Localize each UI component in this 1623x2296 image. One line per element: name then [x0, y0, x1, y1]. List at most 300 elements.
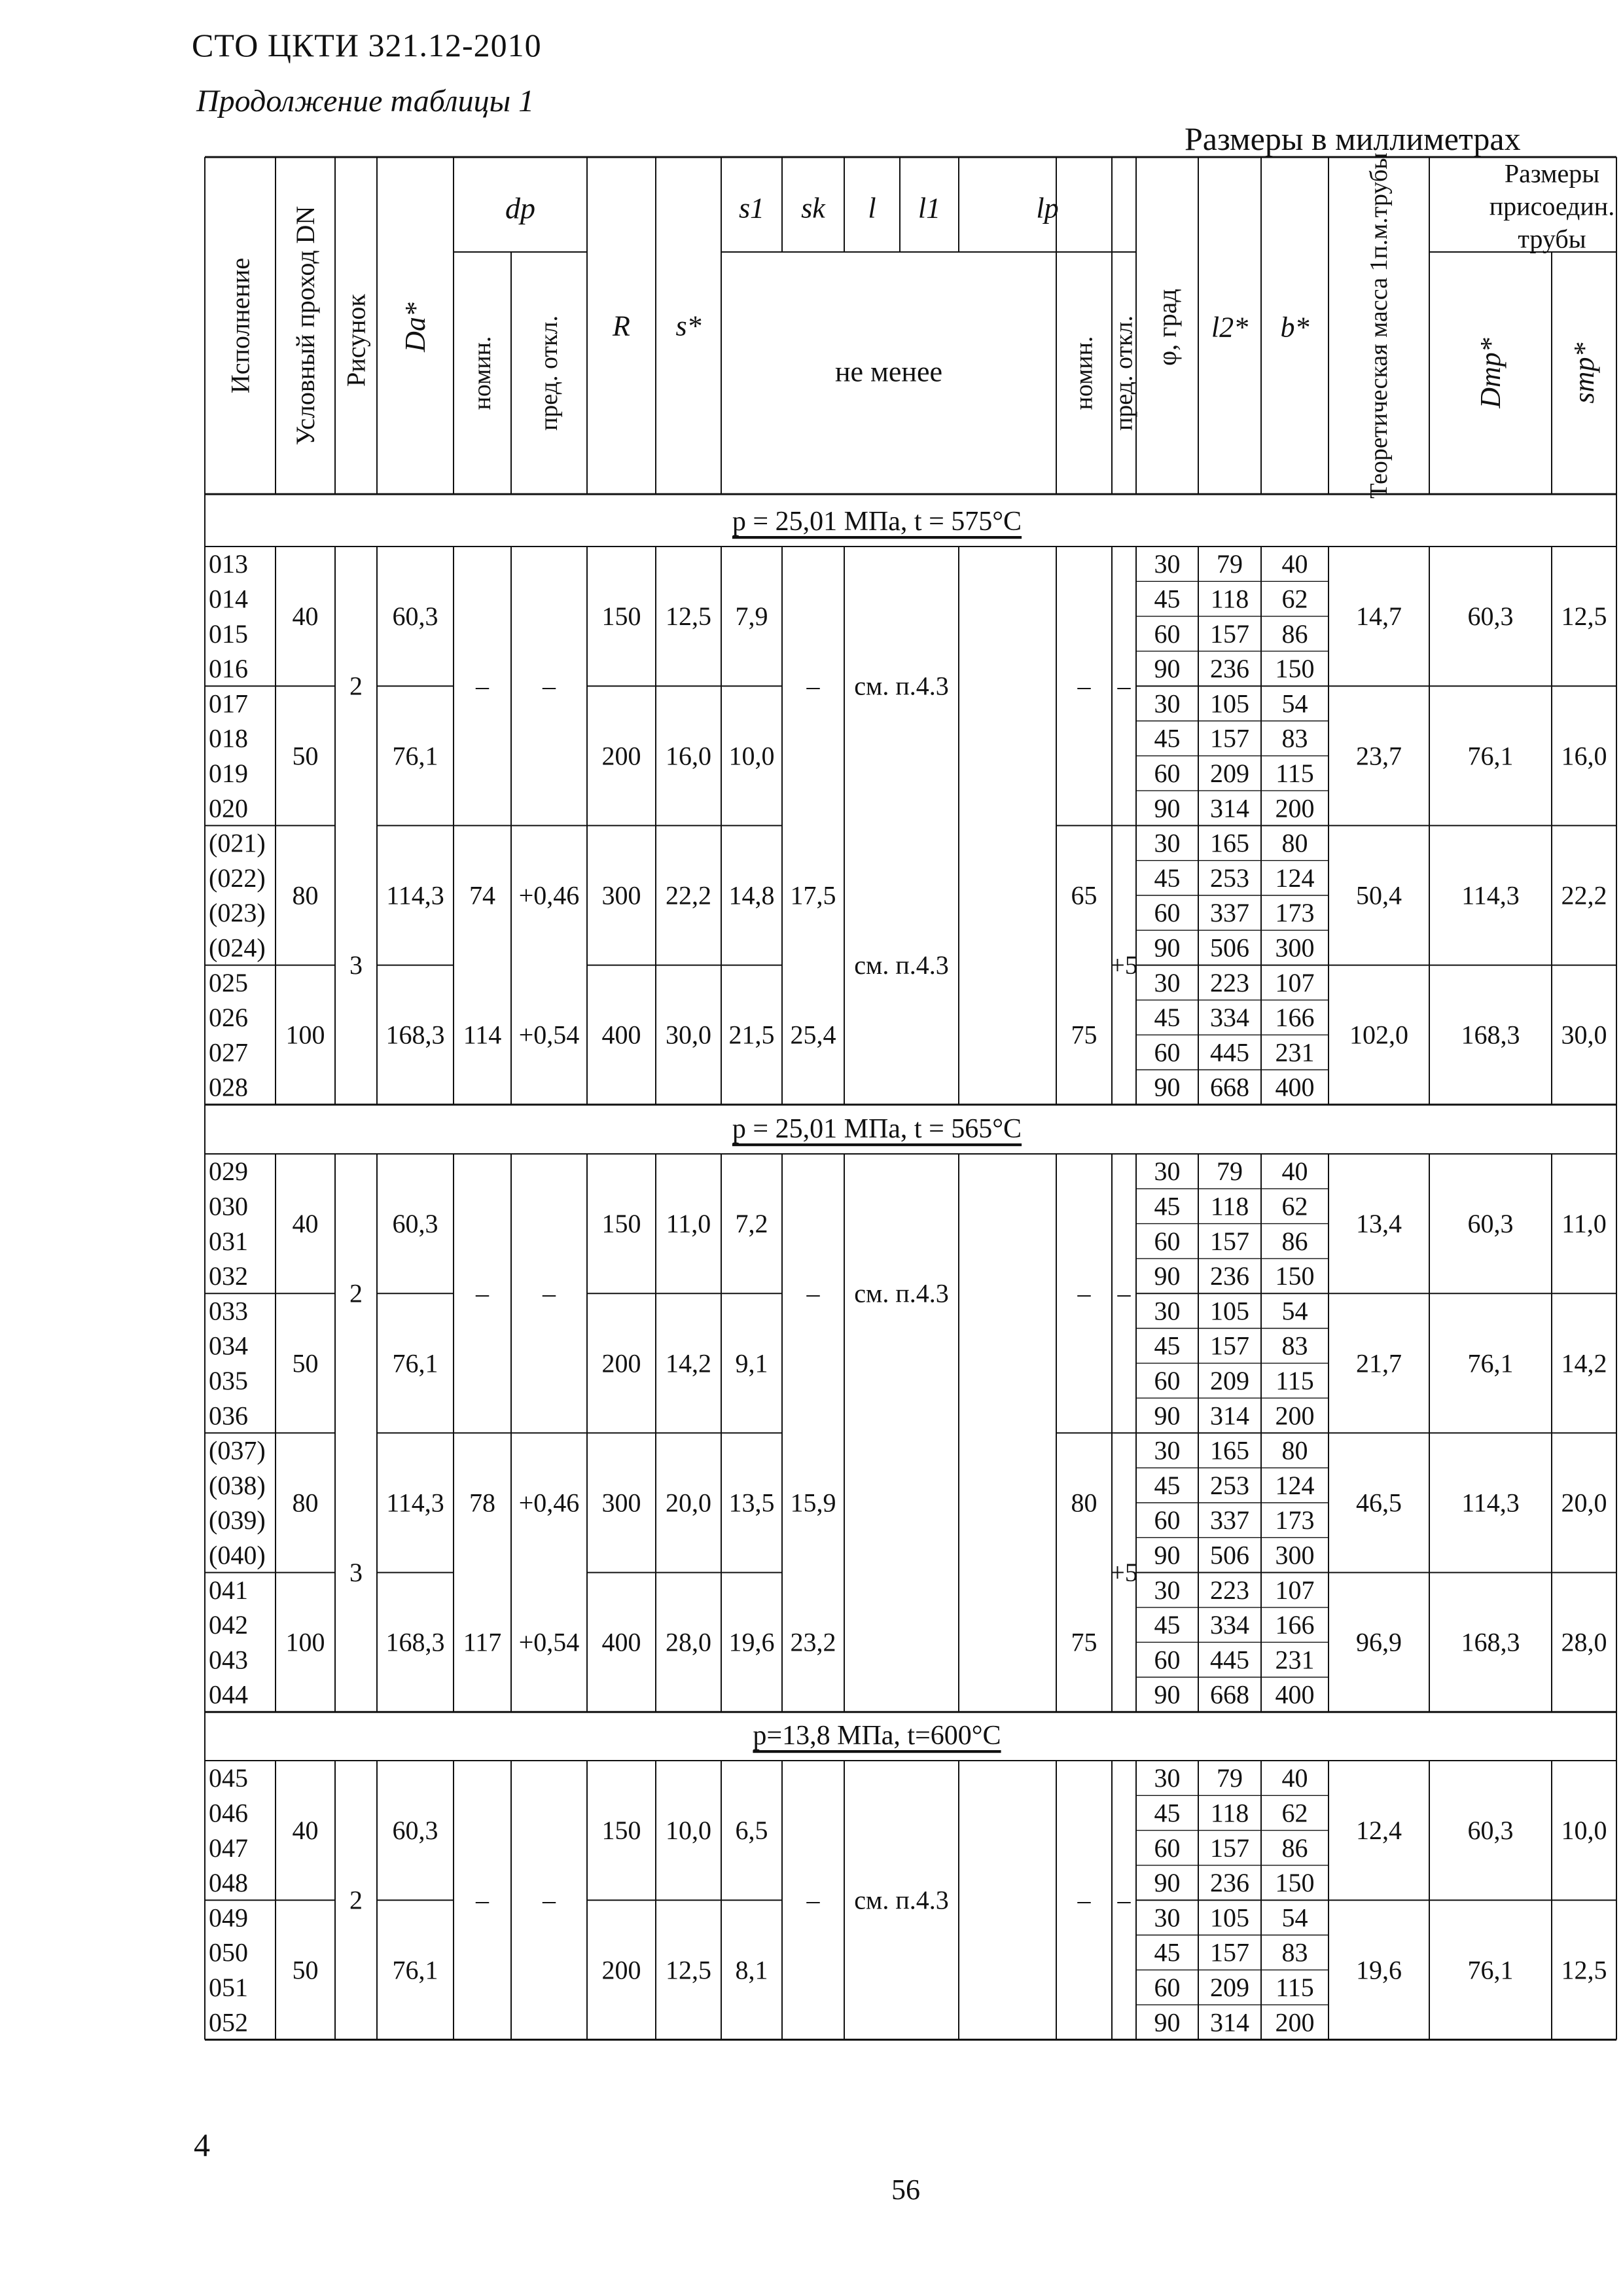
- cell-r: 150: [601, 1816, 641, 1846]
- row-execution: 044: [209, 1679, 248, 1710]
- cell-figure: 2: [349, 1885, 363, 1915]
- cell-b: 150: [1275, 654, 1315, 684]
- cell-s: 11,0: [666, 1209, 711, 1239]
- cell-l: см. п.4.3: [854, 1885, 949, 1915]
- cell-b: 83: [1281, 1331, 1308, 1361]
- cell-stp: 16,0: [1561, 741, 1607, 771]
- col-header-s1: s1: [738, 192, 765, 224]
- cell-phi: 60: [1154, 1645, 1181, 1675]
- cell-sk: 25,4: [790, 1020, 836, 1050]
- row-execution: 015: [209, 619, 248, 649]
- col-header-b: b*: [1280, 311, 1310, 344]
- row-execution: 051: [209, 1972, 248, 2002]
- document-code: СТО ЦКТИ 321.12-2010: [192, 27, 542, 63]
- cell-l2: 118: [1210, 1191, 1249, 1221]
- col-header-pipe: присоедин.: [1489, 191, 1615, 221]
- cell-lp-nominal: –: [1077, 1885, 1091, 1915]
- cell-phi: 45: [1154, 1470, 1181, 1500]
- row-execution: 046: [209, 1798, 248, 1828]
- cell-mass: 96,9: [1356, 1627, 1402, 1657]
- cell-l2: 157: [1210, 1937, 1249, 1967]
- cell-lp-nominal: 80: [1071, 1488, 1097, 1518]
- cell-l2: 165: [1210, 1435, 1249, 1465]
- row-execution: (039): [209, 1505, 266, 1535]
- cell-phi: 90: [1154, 1679, 1181, 1710]
- cell-dn: 100: [285, 1020, 325, 1050]
- row-execution: 019: [209, 758, 248, 788]
- cell-s1: 9,1: [735, 1348, 768, 1378]
- cell-b: 300: [1275, 933, 1315, 963]
- cell-phi: 60: [1154, 758, 1181, 788]
- row-execution: 025: [209, 967, 248, 997]
- cell-l2: 668: [1210, 1679, 1249, 1710]
- cell-phi: 90: [1154, 1540, 1181, 1570]
- cell-sk: 23,2: [790, 1627, 836, 1657]
- cell-phi: 60: [1154, 1226, 1181, 1256]
- cell-stp: 28,0: [1561, 1627, 1607, 1657]
- cell-phi: 45: [1154, 1798, 1181, 1828]
- cell-dn: 40: [292, 1816, 319, 1846]
- cell-lp-deviation: +5: [1110, 1558, 1138, 1588]
- cell-figure: 2: [349, 671, 363, 701]
- cell-phi: 45: [1154, 584, 1181, 614]
- cell-da: 114,3: [386, 880, 444, 910]
- cell-dp-deviation: +0,54: [518, 1627, 580, 1657]
- cell-phi: 90: [1154, 933, 1181, 963]
- cell-b: 107: [1275, 1575, 1315, 1605]
- cell-phi: 60: [1154, 1365, 1181, 1395]
- cell-r: 150: [601, 1209, 641, 1239]
- cell-b: 40: [1281, 1157, 1308, 1187]
- col-header-pipe: Размеры: [1504, 158, 1600, 188]
- cell-stp: 30,0: [1561, 1020, 1607, 1050]
- cell-da: 60,3: [392, 601, 438, 632]
- cell-dn: 40: [292, 601, 319, 632]
- cell-phi: 60: [1154, 1833, 1181, 1863]
- col-header-dn: Условный проход DN: [291, 206, 320, 446]
- col-header-r: R: [613, 310, 630, 342]
- cell-phi: 60: [1154, 619, 1181, 649]
- cell-b: 86: [1281, 619, 1308, 649]
- cell-dp-deviation: +0,46: [518, 1488, 580, 1518]
- cell-l2: 209: [1210, 758, 1249, 788]
- cell-sk: 15,9: [790, 1488, 836, 1518]
- cell-phi: 90: [1154, 793, 1181, 823]
- cell-r: 300: [601, 880, 641, 910]
- cell-l2: 209: [1210, 1365, 1249, 1395]
- col-header-lp-nominal: номин.: [1070, 336, 1098, 410]
- col-header-da: Da*: [399, 302, 431, 352]
- cell-phi: 30: [1154, 828, 1181, 858]
- cell-b: 80: [1281, 828, 1308, 858]
- cell-lp-nominal: –: [1077, 1278, 1091, 1308]
- cell-da: 76,1: [392, 1348, 438, 1378]
- cell-phi: 30: [1154, 1157, 1181, 1187]
- cell-dp-deviation: –: [543, 671, 556, 701]
- row-execution: 032: [209, 1261, 248, 1291]
- cell-dn: 100: [285, 1627, 325, 1657]
- cell-phi: 30: [1154, 1435, 1181, 1465]
- col-header-mass: Теоретическая масса 1п.м.трубы: [1365, 152, 1393, 499]
- row-execution: 033: [209, 1296, 248, 1326]
- cell-phi: 45: [1154, 723, 1181, 753]
- row-execution: 052: [209, 2007, 248, 2037]
- cell-l2: 314: [1210, 1401, 1249, 1431]
- cell-r: 400: [601, 1627, 641, 1657]
- cell-dn: 40: [292, 1209, 319, 1239]
- col-header-l: l: [868, 192, 876, 224]
- row-execution: 048: [209, 1868, 248, 1898]
- cell-phi: 90: [1154, 1072, 1181, 1102]
- cell-dtp: 76,1: [1467, 741, 1514, 771]
- cell-b: 231: [1275, 1037, 1315, 1067]
- cell-mass: 23,7: [1356, 741, 1402, 771]
- cell-r: 200: [601, 1955, 641, 1985]
- cell-l2: 445: [1210, 1645, 1249, 1675]
- cell-b: 124: [1275, 863, 1315, 893]
- cell-dp-nominal: 114: [463, 1020, 502, 1050]
- row-execution: (022): [209, 863, 266, 893]
- cell-b: 40: [1281, 549, 1308, 579]
- cell-da: 114,3: [386, 1488, 444, 1518]
- cell-s: 20,0: [666, 1488, 711, 1518]
- page-number-left: 4: [194, 2126, 210, 2163]
- cell-l2: 157: [1210, 723, 1249, 753]
- cell-l2: 209: [1210, 1972, 1249, 2002]
- cell-stp: 12,5: [1561, 1955, 1607, 1985]
- cell-l2: 236: [1210, 1868, 1249, 1898]
- cell-b: 115: [1275, 1972, 1314, 2002]
- cell-l2: 236: [1210, 1261, 1249, 1291]
- row-execution: 030: [209, 1191, 248, 1221]
- cell-b: 86: [1281, 1226, 1308, 1256]
- cell-phi: 60: [1154, 1037, 1181, 1067]
- cell-l2: 157: [1210, 1226, 1249, 1256]
- cell-b: 62: [1281, 584, 1308, 614]
- row-execution: 029: [209, 1157, 248, 1187]
- cell-phi: 45: [1154, 1331, 1181, 1361]
- cell-dp-nominal: –: [476, 1278, 489, 1308]
- row-execution: 026: [209, 1003, 248, 1033]
- cell-stp: 20,0: [1561, 1488, 1607, 1518]
- cell-s: 28,0: [666, 1627, 711, 1657]
- cell-l: см. п.4.3: [854, 950, 949, 980]
- cell-b: 200: [1275, 1401, 1315, 1431]
- cell-phi: 45: [1154, 1610, 1181, 1640]
- cell-l: см. п.4.3: [854, 1278, 949, 1308]
- row-execution: 020: [209, 793, 248, 823]
- table-continuation-title: Продолжение таблицы 1: [196, 84, 535, 118]
- cell-mass: 21,7: [1356, 1348, 1402, 1378]
- row-execution: 042: [209, 1610, 248, 1640]
- cell-b: 173: [1275, 898, 1315, 928]
- cell-dtp: 60,3: [1467, 1209, 1514, 1239]
- row-execution: (023): [209, 898, 266, 928]
- cell-da: 168,3: [385, 1020, 445, 1050]
- cell-mass: 12,4: [1356, 1816, 1402, 1846]
- cell-dtp: 168,3: [1461, 1020, 1520, 1050]
- cell-b: 115: [1275, 758, 1314, 788]
- cell-b: 62: [1281, 1798, 1308, 1828]
- section-title: p = 25,01 МПа, t = 565°С: [732, 1114, 1022, 1144]
- cell-l2: 314: [1210, 793, 1249, 823]
- cell-mass: 102,0: [1349, 1020, 1408, 1050]
- cell-phi: 45: [1154, 1191, 1181, 1221]
- row-execution: 034: [209, 1331, 248, 1361]
- col-header-execution: Исполнение: [225, 257, 255, 394]
- section-title: p = 25,01 МПа, t = 575°С: [732, 507, 1022, 537]
- cell-dp-nominal: 117: [463, 1627, 502, 1657]
- row-execution: 049: [209, 1903, 248, 1933]
- cell-phi: 60: [1154, 1972, 1181, 2002]
- col-header-l2: l2*: [1211, 311, 1249, 344]
- cell-b: 150: [1275, 1868, 1315, 1898]
- row-execution: 018: [209, 723, 248, 753]
- cell-s1: 13,5: [728, 1488, 775, 1518]
- cell-l2: 253: [1210, 863, 1249, 893]
- cell-phi: 45: [1154, 1937, 1181, 1967]
- row-execution: (038): [209, 1470, 266, 1500]
- row-execution: 041: [209, 1575, 248, 1605]
- cell-stp: 10,0: [1561, 1816, 1607, 1846]
- cell-phi: 90: [1154, 654, 1181, 684]
- row-execution: 050: [209, 1937, 248, 1967]
- cell-b: 150: [1275, 1261, 1315, 1291]
- cell-dtp: 60,3: [1467, 1816, 1514, 1846]
- cell-dp-deviation: –: [543, 1278, 556, 1308]
- cell-da: 168,3: [385, 1627, 445, 1657]
- cell-dn: 80: [292, 1488, 319, 1518]
- cell-l2: 105: [1210, 1296, 1249, 1326]
- cell-mass: 46,5: [1356, 1488, 1402, 1518]
- cell-sk: –: [806, 1278, 820, 1308]
- page-number-center: 56: [891, 2174, 920, 2206]
- cell-l2: 337: [1210, 898, 1249, 928]
- cell-l2: 334: [1210, 1003, 1249, 1033]
- cell-l2: 79: [1217, 1157, 1243, 1187]
- cell-r: 400: [601, 1020, 641, 1050]
- cell-b: 124: [1275, 1470, 1315, 1500]
- cell-s1: 10,0: [728, 741, 775, 771]
- cell-b: 115: [1275, 1365, 1314, 1395]
- cell-phi: 90: [1154, 1868, 1181, 1898]
- cell-lp-nominal: –: [1077, 671, 1091, 701]
- cell-dp-deviation: +0,46: [518, 880, 580, 910]
- row-execution: 047: [209, 1833, 248, 1863]
- cell-l2: 157: [1210, 1833, 1249, 1863]
- cell-s1: 7,9: [735, 601, 768, 632]
- cell-da: 60,3: [392, 1209, 438, 1239]
- cell-b: 80: [1281, 1435, 1308, 1465]
- cell-da: 60,3: [392, 1816, 438, 1846]
- row-execution: (040): [209, 1540, 266, 1570]
- row-execution: 028: [209, 1072, 248, 1102]
- col-header-dtp: Dтр*: [1474, 338, 1507, 408]
- col-header-lp-deviation: пред. откл.: [1110, 315, 1138, 431]
- cell-l2: 118: [1210, 1798, 1249, 1828]
- cell-b: 400: [1275, 1072, 1315, 1102]
- col-header-dp-deviation: пред. откл.: [535, 315, 563, 431]
- cell-dp-nominal: 78: [469, 1488, 495, 1518]
- cell-dtp: 114,3: [1461, 1488, 1520, 1518]
- cell-b: 40: [1281, 1763, 1308, 1793]
- cell-phi: 90: [1154, 2007, 1181, 2037]
- row-execution: 031: [209, 1226, 248, 1256]
- col-header-dp: dp: [505, 191, 535, 225]
- cell-phi: 60: [1154, 1505, 1181, 1535]
- cell-dp-deviation: –: [543, 1885, 556, 1915]
- cell-l2: 506: [1210, 933, 1249, 963]
- cell-figure: 3: [349, 950, 363, 980]
- cell-dn: 50: [292, 1955, 319, 1985]
- row-execution: (037): [209, 1435, 266, 1465]
- cell-b: 62: [1281, 1191, 1308, 1221]
- row-execution: 043: [209, 1645, 248, 1675]
- cell-s1: 8,1: [735, 1955, 768, 1985]
- cell-l2: 506: [1210, 1540, 1249, 1570]
- col-header-figure: Рисунок: [341, 294, 371, 387]
- col-header-s: s*: [675, 310, 702, 342]
- cell-l2: 253: [1210, 1470, 1249, 1500]
- cell-b: 107: [1275, 967, 1315, 997]
- row-execution: 014: [209, 584, 248, 614]
- cell-mass: 50,4: [1356, 880, 1402, 910]
- section-title: p=13,8 МПа, t=600°С: [753, 1721, 1001, 1751]
- cell-s1: 14,8: [728, 880, 775, 910]
- cell-stp: 11,0: [1561, 1209, 1607, 1239]
- cell-dp-nominal: –: [476, 1885, 489, 1915]
- cell-phi: 45: [1154, 863, 1181, 893]
- row-execution: 027: [209, 1037, 248, 1067]
- cell-l2: 236: [1210, 654, 1249, 684]
- cell-b: 200: [1275, 2007, 1315, 2037]
- cell-s1: 6,5: [735, 1816, 768, 1846]
- col-header-sk: sk: [801, 192, 825, 224]
- cell-sk: 17,5: [790, 880, 836, 910]
- cell-s: 16,0: [666, 741, 711, 771]
- cell-phi: 30: [1154, 967, 1181, 997]
- cell-lp-deviation: –: [1117, 1278, 1131, 1308]
- row-execution: 013: [209, 549, 248, 579]
- cell-s1: 19,6: [728, 1627, 775, 1657]
- col-header-dp-nominal: номин.: [469, 336, 496, 410]
- cell-s: 10,0: [666, 1816, 711, 1846]
- cell-figure: 2: [349, 1278, 363, 1308]
- cell-phi: 30: [1154, 689, 1181, 719]
- cell-dtp: 60,3: [1467, 601, 1514, 632]
- cell-stp: 22,2: [1561, 880, 1607, 910]
- cell-dn: 50: [292, 741, 319, 771]
- cell-phi: 30: [1154, 1575, 1181, 1605]
- cell-l2: 105: [1210, 1903, 1249, 1933]
- cell-b: 300: [1275, 1540, 1315, 1570]
- cell-lp-nominal: 65: [1071, 880, 1097, 910]
- cell-dn: 80: [292, 880, 319, 910]
- cell-phi: 45: [1154, 1003, 1181, 1033]
- cell-b: 83: [1281, 723, 1308, 753]
- cell-b: 231: [1275, 1645, 1315, 1675]
- cell-da: 76,1: [392, 741, 438, 771]
- cell-l2: 337: [1210, 1505, 1249, 1535]
- cell-phi: 30: [1154, 1763, 1181, 1793]
- cell-s: 12,5: [666, 601, 711, 632]
- cell-da: 76,1: [392, 1955, 438, 1985]
- cell-r: 300: [601, 1488, 641, 1518]
- cell-phi: 30: [1154, 1903, 1181, 1933]
- cell-lp-deviation: +5: [1110, 950, 1138, 980]
- cell-b: 54: [1281, 689, 1308, 719]
- col-header-pipe: трубы: [1518, 224, 1586, 254]
- cell-s: 30,0: [666, 1020, 711, 1050]
- cell-phi: 30: [1154, 549, 1181, 579]
- row-execution: 035: [209, 1365, 248, 1395]
- cell-b: 400: [1275, 1679, 1315, 1710]
- cell-l2: 157: [1210, 619, 1249, 649]
- cell-b: 200: [1275, 793, 1315, 823]
- cell-l2: 79: [1217, 1763, 1243, 1793]
- cell-phi: 60: [1154, 898, 1181, 928]
- row-execution: 036: [209, 1401, 248, 1431]
- cell-b: 54: [1281, 1903, 1308, 1933]
- cell-l2: 334: [1210, 1610, 1249, 1640]
- cell-s: 14,2: [666, 1348, 711, 1378]
- col-header-not-less: не менее: [834, 355, 943, 388]
- col-header-lp: lp: [1036, 192, 1059, 224]
- cell-lp-deviation: –: [1117, 1885, 1131, 1915]
- cell-mass: 19,6: [1356, 1955, 1402, 1985]
- cell-l2: 445: [1210, 1037, 1249, 1067]
- cell-mass: 13,4: [1356, 1209, 1402, 1239]
- cell-dp-deviation: +0,54: [518, 1020, 580, 1050]
- col-header-phi: φ, град: [1152, 289, 1182, 366]
- cell-b: 83: [1281, 1937, 1308, 1967]
- cell-lp-nominal: 75: [1071, 1627, 1097, 1657]
- row-execution: 016: [209, 654, 248, 684]
- cell-phi: 90: [1154, 1401, 1181, 1431]
- cell-lp-nominal: 75: [1071, 1020, 1097, 1050]
- row-execution: 045: [209, 1763, 248, 1793]
- cell-r: 200: [601, 1348, 641, 1378]
- col-header-stp: sтр*: [1568, 342, 1600, 404]
- cell-b: 166: [1275, 1003, 1315, 1033]
- cell-l: см. п.4.3: [854, 671, 949, 701]
- cell-figure: 3: [349, 1558, 363, 1588]
- cell-s1: 21,5: [728, 1020, 775, 1050]
- row-execution: (024): [209, 933, 266, 963]
- cell-phi: 90: [1154, 1261, 1181, 1291]
- cell-l2: 79: [1217, 549, 1243, 579]
- cell-dp-nominal: –: [476, 671, 489, 701]
- cell-l2: 314: [1210, 2007, 1249, 2037]
- units-note: Размеры в миллиметрах: [1185, 120, 1521, 157]
- cell-b: 166: [1275, 1610, 1315, 1640]
- cell-dn: 50: [292, 1348, 319, 1378]
- cell-s: 12,5: [666, 1955, 711, 1985]
- cell-l2: 105: [1210, 689, 1249, 719]
- cell-lp-deviation: –: [1117, 671, 1131, 701]
- cell-l2: 223: [1210, 1575, 1249, 1605]
- cell-r: 150: [601, 601, 641, 632]
- cell-l2: 157: [1210, 1331, 1249, 1361]
- cell-l2: 223: [1210, 967, 1249, 997]
- cell-dtp: 76,1: [1467, 1955, 1514, 1985]
- cell-b: 173: [1275, 1505, 1315, 1535]
- cell-sk: –: [806, 1885, 820, 1915]
- cell-dtp: 168,3: [1461, 1627, 1520, 1657]
- cell-l2: 668: [1210, 1072, 1249, 1102]
- cell-r: 200: [601, 741, 641, 771]
- cell-phi: 30: [1154, 1296, 1181, 1326]
